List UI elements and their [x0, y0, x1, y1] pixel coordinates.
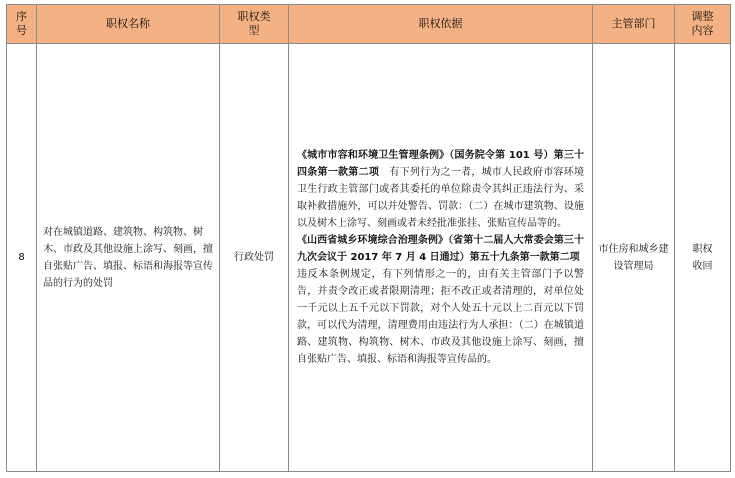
- header-no: 序号: [7, 5, 37, 44]
- basis-2-text: 违反本条例规定，有下列情形之一的，由有关主管部门予以警告，并责令改正或者限期清理；拒不改正或者清理的，对单位处一千元以上五千元以下罚款，对个人处五十元以上二百元以下罚款，可以代为清理，清理费用由违法行为人承担：（二）在城镇道路、建筑物、构筑物、树木、市政及其他设施上涂写、刻画，擅自张贴广告、填报、标语和海报等宣传品的。: [297, 252, 590, 365]
- header-adjust: 调整内容: [675, 5, 731, 44]
- table-row: [7, 44, 731, 472]
- row-adjust: 职权收回: [675, 44, 731, 472]
- basis-1-title: 《城市市容和环境卫生管理条例》（国务院令第 101 号）第三十四条第一款第二项: [297, 150, 584, 178]
- basis-paragraph-1: [297, 147, 584, 232]
- basis-paragraph-2: [297, 232, 590, 368]
- header-dept: 主管部门: [593, 5, 675, 44]
- row-dept: 市住房和城乡建设管理局: [593, 44, 675, 472]
- header-row: [7, 5, 731, 44]
- row-basis: [289, 44, 593, 472]
- basis-2-title: 《山西省城乡环境综合治理条例》（省第十二届人大常委会第三十九次会议于 2017 年 7 月 4 日通过）第五十九条第一款第二项: [297, 235, 584, 263]
- authority-table: [6, 4, 731, 472]
- row-name: 对在城镇道路、建筑物、构筑物、树木、市政及其他设施上涂写、刻画，擅自张贴广告、填报、标语和海报等宣传品的行为的处罚: [37, 44, 220, 472]
- header-name: 职权名称: [37, 5, 220, 44]
- row-type: 行政处罚: [220, 44, 289, 472]
- basis-1-text: 有下列行为之一者，城市人民政府市容环境卫生行政主管部门或者其委托的单位除责令其纠正违法行为、采取补救措施外，可以并处警告、罚款：（二）在城市建筑物、设施以及树木上涂写、刻画或者未经批准张挂、张贴宣传品等的。: [297, 167, 585, 229]
- row-no: 8: [7, 44, 37, 472]
- header-basis: 职权依据: [289, 5, 593, 44]
- header-type: 职权类型: [220, 5, 289, 44]
